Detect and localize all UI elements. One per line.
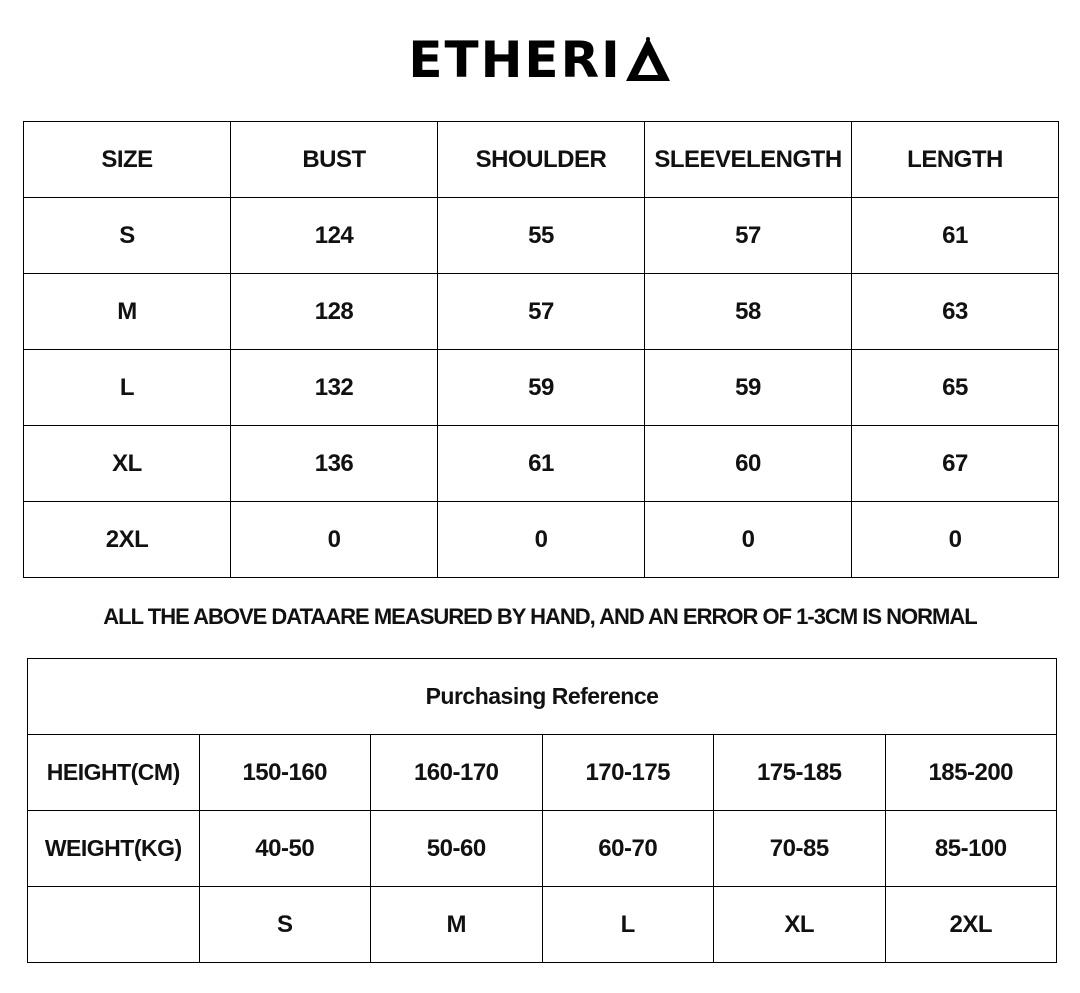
table-row — [24, 274, 1059, 350]
table-cell: 55 — [438, 198, 645, 274]
table-cell: 59 — [438, 350, 645, 426]
table-cell: 2XL — [885, 887, 1057, 963]
measurement-note: ALL THE ABOVE DATAARE MEASURED BY HAND, AND AN ERROR OF 1-3CM IS NORMAL — [103, 604, 977, 629]
brand-logo — [0, 30, 1080, 90]
table-cell: 132 — [231, 350, 438, 426]
reference-title: Purchasing Reference — [28, 659, 1057, 735]
table-cell: 57 — [438, 274, 645, 350]
header-cell: SIZE — [24, 122, 231, 198]
table-cell: 170-175 — [542, 735, 714, 811]
table-cell: 175-185 — [714, 735, 886, 811]
table-cell: 65 — [852, 350, 1059, 426]
table-cell: XL — [24, 426, 231, 502]
height-label: HEIGHT(CM) — [28, 735, 200, 811]
table-cell: 85-100 — [885, 811, 1057, 887]
table-cell: 70-85 — [714, 811, 886, 887]
table-cell: 63 — [852, 274, 1059, 350]
table-cell: 0 — [852, 502, 1059, 578]
table-cell: 50-60 — [371, 811, 543, 887]
table-cell: 57 — [645, 198, 852, 274]
brand-name: ETHERI — [408, 31, 622, 89]
table-cell: 185-200 — [885, 735, 1057, 811]
weight-row — [28, 811, 1057, 887]
table-cell: 160-170 — [371, 735, 543, 811]
header-cell: BUST — [231, 122, 438, 198]
table-cell: 60 — [645, 426, 852, 502]
size-chart-header-row — [24, 122, 1059, 198]
table-row — [24, 502, 1059, 578]
height-row — [28, 735, 1057, 811]
triangle-a-icon — [624, 35, 672, 83]
table-cell: 0 — [438, 502, 645, 578]
table-cell: L — [542, 887, 714, 963]
table-cell: 40-50 — [199, 811, 371, 887]
table-row — [24, 198, 1059, 274]
size-row — [28, 887, 1057, 963]
weight-label: WEIGHT(KG) — [28, 811, 200, 887]
table-cell: 136 — [231, 426, 438, 502]
size-label — [28, 887, 200, 963]
table-cell: S — [24, 198, 231, 274]
table-cell: 2XL — [24, 502, 231, 578]
table-cell: 61 — [438, 426, 645, 502]
table-cell: S — [199, 887, 371, 963]
table-cell: 0 — [231, 502, 438, 578]
table-cell: 128 — [231, 274, 438, 350]
table-row — [24, 426, 1059, 502]
table-cell: L — [24, 350, 231, 426]
table-cell: M — [24, 274, 231, 350]
table-row — [24, 350, 1059, 426]
purchasing-reference-table — [27, 658, 1057, 963]
header-cell: SHOULDER — [438, 122, 645, 198]
table-cell: 67 — [852, 426, 1059, 502]
table-cell: 58 — [645, 274, 852, 350]
table-cell: 61 — [852, 198, 1059, 274]
reference-title-row — [28, 659, 1057, 735]
size-chart-table — [23, 121, 1059, 578]
header-cell: SLEEVELENGTH — [645, 122, 852, 198]
table-cell: 124 — [231, 198, 438, 274]
header-cell: LENGTH — [852, 122, 1059, 198]
table-cell: 150-160 — [199, 735, 371, 811]
table-cell: 60-70 — [542, 811, 714, 887]
table-cell: M — [371, 887, 543, 963]
table-cell: 0 — [645, 502, 852, 578]
table-cell: 59 — [645, 350, 852, 426]
table-cell: XL — [714, 887, 886, 963]
